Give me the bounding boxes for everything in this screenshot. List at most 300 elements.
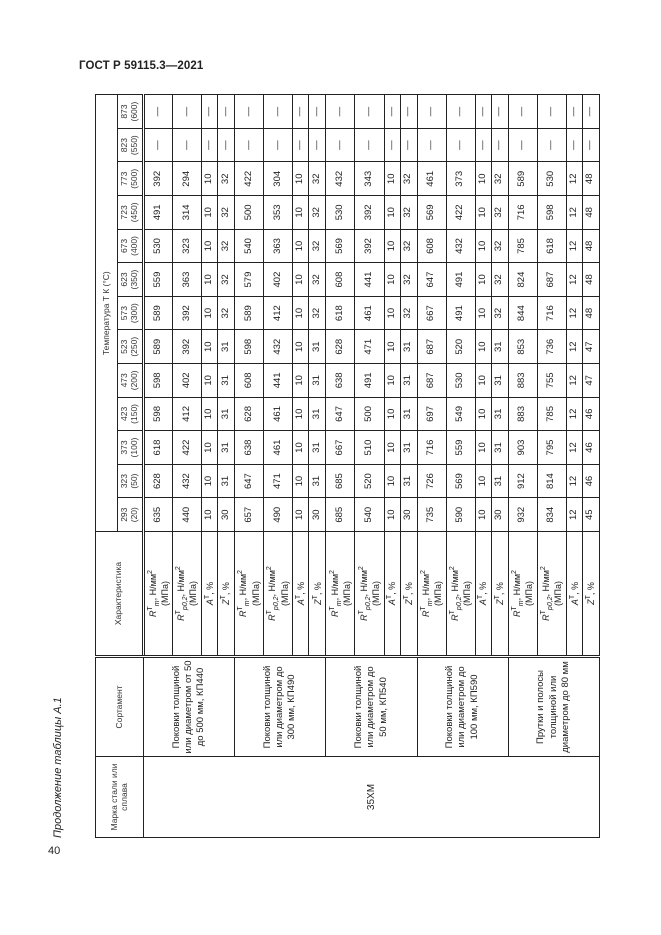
value-cell: 31 [400, 330, 417, 364]
value-cell: 589 [144, 296, 173, 330]
value-cell: 10 [202, 498, 218, 532]
value-cell: — [384, 95, 400, 129]
unit-mpa: (МПа) [188, 581, 199, 606]
value-cell: 10 [293, 263, 309, 297]
value-cell: 48 [582, 162, 599, 196]
value-cell: 10 [293, 330, 309, 364]
value-cell: 10 [293, 364, 309, 398]
value-cell: 32 [400, 229, 417, 263]
unit: , % [387, 581, 398, 595]
header-characteristic: Характеристика [96, 532, 144, 657]
superscript: T [510, 606, 518, 611]
value-cell: 10 [475, 229, 491, 263]
value-cell: 628 [144, 464, 173, 498]
value-cell: 628 [326, 330, 355, 364]
value-cell: 726 [417, 464, 446, 498]
characteristic-rp [173, 532, 202, 657]
characteristic-z [582, 532, 599, 657]
superscript: T [311, 595, 319, 600]
value-cell: 510 [355, 431, 384, 465]
value-cell: 500 [235, 196, 264, 230]
value-cell: — [264, 95, 293, 129]
superscript: T [386, 594, 394, 600]
value-cell: — [326, 128, 355, 162]
header-marka: Марка стали или сплава [96, 757, 144, 838]
value-cell: 32 [218, 196, 235, 230]
characteristic-a [202, 532, 218, 657]
value-cell: 559 [446, 431, 475, 465]
symbol: Z [221, 599, 232, 605]
value-cell: 422 [173, 431, 202, 465]
value-cell: 903 [508, 431, 537, 465]
value-cell: 392 [173, 296, 202, 330]
sortament-cell: Прутки и полосы толщиной или диаметром до 80 мм [508, 657, 599, 757]
characteristic-z [309, 532, 326, 657]
temp-celsius: (500) [129, 168, 139, 189]
value-cell: 32 [309, 296, 326, 330]
symbol: A [204, 599, 215, 606]
value-cell: 530 [326, 196, 355, 230]
value-cell: 32 [400, 296, 417, 330]
unit: , % [586, 582, 597, 596]
sortament-cell: Поковки толщиной или диаметром до 50 мм, КП540 [326, 657, 417, 757]
characteristic-a [475, 532, 491, 657]
value-cell: 10 [293, 162, 309, 196]
value-cell: — [309, 128, 326, 162]
value-cell: 10 [293, 498, 309, 532]
value-cell: 579 [235, 263, 264, 297]
value-cell: 31 [309, 330, 326, 364]
value-cell: — [417, 128, 446, 162]
value-cell: 12 [566, 498, 582, 532]
unit-exponent: 2 [266, 566, 274, 571]
value-cell: 10 [202, 162, 218, 196]
value-cell: 32 [400, 196, 417, 230]
value-cell: 490 [264, 498, 293, 532]
value-cell: — [173, 95, 202, 129]
value-cell: 10 [202, 464, 218, 498]
symbol: R [329, 610, 340, 617]
superscript: T [494, 595, 502, 600]
symbol: A [478, 599, 489, 606]
temp-celsius: (550) [129, 135, 139, 156]
value-cell: 432 [446, 229, 475, 263]
value-cell: — [566, 128, 582, 162]
symbol: A [569, 599, 580, 606]
temp-kelvin: 323 [119, 474, 130, 489]
subscript: p0,2 [364, 596, 372, 611]
value-cell: 530 [446, 364, 475, 398]
value-cell: 10 [384, 364, 400, 398]
value-cell: 10 [384, 397, 400, 431]
value-cell: 500 [355, 397, 384, 431]
unit-exponent: 2 [540, 566, 548, 571]
value-cell: 10 [293, 196, 309, 230]
value-cell: 883 [508, 364, 537, 398]
value-cell: 912 [508, 464, 537, 498]
superscript: T [328, 606, 336, 611]
rotated-table-container [95, 95, 600, 838]
value-cell: 47 [582, 364, 599, 398]
unit-exponent: 2 [328, 570, 336, 574]
unit: , Н/мм [511, 573, 522, 601]
header-temp-773 [118, 162, 144, 196]
value-cell: 10 [293, 397, 309, 431]
value-cell: 530 [537, 162, 566, 196]
value-cell: — [446, 128, 475, 162]
value-cell: 716 [508, 196, 537, 230]
value-cell: 10 [475, 162, 491, 196]
value-cell: 323 [173, 229, 202, 263]
value-cell: 31 [491, 364, 508, 398]
value-cell: 422 [446, 196, 475, 230]
value-cell: 638 [235, 431, 264, 465]
value-cell: — [173, 128, 202, 162]
value-cell: 32 [491, 196, 508, 230]
value-cell: 471 [355, 330, 384, 364]
superscript: T [477, 594, 485, 600]
value-cell: 10 [475, 196, 491, 230]
unit-mpa: (МПа) [159, 581, 170, 606]
value-cell: 461 [417, 162, 446, 196]
value-cell: 31 [218, 364, 235, 398]
value-cell: 635 [144, 498, 173, 532]
value-cell: 10 [475, 364, 491, 398]
unit-exponent: 2 [175, 566, 183, 571]
value-cell: 647 [235, 464, 264, 498]
value-cell: 432 [173, 464, 202, 498]
superscript: T [402, 595, 410, 600]
value-cell: 432 [326, 162, 355, 196]
value-cell: 10 [293, 431, 309, 465]
value-cell: — [508, 95, 537, 129]
header-temperature: Температура T К (°С) [96, 95, 118, 532]
header-temp-873 [118, 95, 144, 129]
subscript: m [426, 600, 434, 607]
value-cell: 32 [309, 162, 326, 196]
value-cell: 31 [400, 364, 417, 398]
value-cell: 10 [384, 196, 400, 230]
value-cell: 491 [355, 364, 384, 398]
value-cell: 10 [475, 397, 491, 431]
value-cell: 353 [264, 196, 293, 230]
value-cell: 31 [218, 397, 235, 431]
superscript: T [568, 594, 576, 600]
unit-exponent: 2 [419, 570, 427, 574]
value-cell: 12 [566, 296, 582, 330]
value-cell: 12 [566, 229, 582, 263]
value-cell: 608 [326, 263, 355, 297]
value-cell: — [537, 95, 566, 129]
value-cell: 31 [491, 431, 508, 465]
header-temp-723 [118, 196, 144, 230]
temp-kelvin: 473 [119, 373, 130, 388]
value-cell: 520 [355, 464, 384, 498]
value-cell: 461 [264, 431, 293, 465]
value-cell: — [491, 95, 508, 129]
temp-kelvin: 873 [119, 104, 130, 119]
value-cell: 12 [566, 196, 582, 230]
value-cell: 10 [202, 431, 218, 465]
value-cell: 10 [293, 296, 309, 330]
subscript: m [517, 600, 525, 607]
marka-cell: 35ХМ [144, 757, 600, 838]
value-cell: 795 [537, 431, 566, 465]
symbol: R [176, 614, 187, 621]
header-temp-673 [118, 229, 144, 263]
symbol: R [358, 614, 369, 621]
value-cell: 48 [582, 263, 599, 297]
unit: , Н/мм [176, 570, 187, 597]
header-temp-623 [118, 263, 144, 297]
value-cell: 883 [508, 397, 537, 431]
symbol: Z [586, 599, 597, 605]
value-cell: 31 [218, 464, 235, 498]
unit-mpa: (МПа) [250, 581, 261, 606]
value-cell: 422 [235, 162, 264, 196]
temp-celsius: (150) [129, 404, 139, 424]
value-cell: 471 [264, 464, 293, 498]
value-cell: — [293, 95, 309, 129]
value-cell: 30 [400, 498, 417, 532]
value-cell: 432 [264, 330, 293, 364]
value-cell: 48 [582, 229, 599, 263]
value-cell: 10 [384, 296, 400, 330]
symbol: R [147, 610, 158, 617]
value-cell: 304 [264, 162, 293, 196]
value-cell: 392 [144, 162, 173, 196]
unit-mpa: (МПа) [462, 581, 472, 606]
unit: , Н/мм [329, 573, 340, 601]
value-cell: 647 [326, 397, 355, 431]
value-cell: 31 [309, 464, 326, 498]
value-cell: 10 [475, 263, 491, 297]
value-cell: 618 [144, 431, 173, 465]
value-cell: 31 [218, 431, 235, 465]
value-cell: 46 [582, 397, 599, 431]
value-cell: 10 [384, 229, 400, 263]
sortament-cell: Поковки толщиной или диаметром от 50 до 500 мм, КП440 [144, 657, 235, 757]
value-cell: 45 [582, 498, 599, 532]
subscript: p0,2 [455, 596, 463, 611]
table-caption: Продолжение таблицы А.1 [52, 697, 64, 838]
properties-table [95, 94, 600, 838]
temp-celsius: (600) [129, 101, 139, 122]
value-cell: 569 [326, 229, 355, 263]
value-cell: 32 [218, 229, 235, 263]
value-cell: 343 [355, 162, 384, 196]
characteristic-z [218, 532, 235, 657]
unit: , Н/мм [267, 570, 278, 597]
value-cell: 440 [173, 498, 202, 532]
unit: , % [495, 582, 506, 596]
value-cell: 441 [355, 263, 384, 297]
value-cell: 363 [173, 263, 202, 297]
value-cell: — [235, 128, 264, 162]
value-cell: — [582, 95, 599, 129]
value-cell: — [202, 128, 218, 162]
temp-celsius: (350) [129, 269, 139, 290]
unit: , Н/мм [449, 570, 460, 597]
value-cell: 716 [537, 296, 566, 330]
temp-celsius: (250) [129, 336, 139, 357]
table-row [144, 95, 173, 838]
value-cell: 540 [235, 229, 264, 263]
value-cell: — [400, 95, 417, 129]
value-cell: 412 [173, 397, 202, 431]
value-cell: 755 [537, 364, 566, 398]
subscript: m [244, 600, 252, 607]
unit: , % [312, 582, 323, 596]
value-cell: 32 [400, 162, 417, 196]
subscript: p0,2 [273, 596, 281, 611]
value-cell: 31 [491, 464, 508, 498]
value-cell: 569 [446, 464, 475, 498]
value-cell: 657 [235, 498, 264, 532]
unit-mpa: (МПа) [432, 581, 443, 606]
value-cell: 48 [582, 296, 599, 330]
value-cell: 32 [218, 263, 235, 297]
subscript: m [153, 600, 161, 607]
unit-exponent: 2 [357, 566, 365, 571]
header-temp-323 [118, 464, 144, 498]
value-cell: — [508, 128, 537, 162]
value-cell: 530 [144, 229, 173, 263]
value-cell: 608 [417, 229, 446, 263]
value-cell: — [384, 128, 400, 162]
symbol: A [387, 599, 398, 606]
value-cell: 294 [173, 162, 202, 196]
symbol: R [541, 614, 552, 621]
value-cell: 814 [537, 464, 566, 498]
superscript: T [419, 606, 427, 611]
value-cell: — [475, 95, 491, 129]
value-cell: 608 [235, 364, 264, 398]
value-cell: 32 [400, 263, 417, 297]
value-cell: 46 [582, 464, 599, 498]
symbol: R [511, 610, 522, 617]
value-cell: — [446, 95, 475, 129]
value-cell: 598 [144, 397, 173, 431]
value-cell: 10 [384, 263, 400, 297]
unit: , % [478, 581, 489, 595]
value-cell: 647 [417, 263, 446, 297]
value-cell: 589 [508, 162, 537, 196]
temp-kelvin: 293 [119, 507, 130, 522]
subscript: p0,2 [546, 596, 554, 611]
value-cell: 12 [566, 397, 582, 431]
value-cell: 736 [537, 330, 566, 364]
symbol: R [238, 610, 249, 617]
value-cell: 402 [173, 364, 202, 398]
value-cell: 12 [566, 263, 582, 297]
value-cell: 461 [264, 397, 293, 431]
unit: , Н/мм [358, 570, 369, 597]
value-cell: 10 [475, 296, 491, 330]
unit-mpa: (МПа) [279, 581, 290, 606]
characteristic-z [400, 532, 417, 657]
table-row [326, 95, 355, 838]
value-cell: 32 [491, 263, 508, 297]
superscript: T [357, 610, 365, 615]
sortament-cell: Поковки толщиной или диаметром до 100 мм, КП590 [417, 657, 508, 757]
header-temp-293 [118, 498, 144, 532]
value-cell: 441 [264, 364, 293, 398]
value-cell: 10 [202, 364, 218, 398]
value-cell: — [144, 95, 173, 129]
value-cell: 687 [417, 364, 446, 398]
unit: , % [204, 581, 215, 595]
unit-exponent: 2 [510, 570, 518, 574]
value-cell: 598 [537, 196, 566, 230]
value-cell: 392 [173, 330, 202, 364]
unit: , Н/мм [541, 570, 552, 597]
value-cell: 10 [293, 229, 309, 263]
value-cell: 31 [309, 431, 326, 465]
characteristic-z [491, 532, 508, 657]
value-cell: — [417, 95, 446, 129]
value-cell: 932 [508, 498, 537, 532]
value-cell: — [355, 95, 384, 129]
value-cell: 31 [491, 330, 508, 364]
value-cell: — [144, 128, 173, 162]
table-row [235, 95, 264, 838]
temp-celsius: (450) [129, 202, 139, 223]
value-cell: 31 [400, 397, 417, 431]
characteristic-rm [144, 532, 173, 657]
temp-kelvin: 573 [119, 306, 130, 321]
value-cell: 598 [144, 364, 173, 398]
value-cell: 12 [566, 162, 582, 196]
value-cell: 628 [235, 397, 264, 431]
symbol: Z [495, 599, 506, 605]
unit: , Н/мм [420, 573, 431, 601]
page-number: 40 [48, 845, 61, 857]
value-cell: 31 [218, 330, 235, 364]
superscript: T [175, 610, 183, 615]
table-row [508, 95, 537, 838]
value-cell: 638 [326, 364, 355, 398]
value-cell: 10 [384, 330, 400, 364]
value-cell: — [309, 95, 326, 129]
value-cell: 402 [264, 263, 293, 297]
header-temp-523 [118, 330, 144, 364]
value-cell: — [326, 95, 355, 129]
header-temp-473 [118, 364, 144, 398]
unit-exponent: 2 [146, 570, 154, 574]
value-cell: — [264, 128, 293, 162]
unit: , % [221, 582, 232, 596]
value-cell: 10 [202, 229, 218, 263]
unit-mpa: (МПа) [553, 581, 564, 606]
temp-kelvin: 373 [119, 440, 130, 455]
value-cell: 618 [326, 296, 355, 330]
value-cell: 47 [582, 330, 599, 364]
value-cell: 667 [417, 296, 446, 330]
value-cell: 48 [582, 196, 599, 230]
unit-exponent: 2 [237, 570, 245, 574]
value-cell: 31 [309, 397, 326, 431]
value-cell: 30 [218, 498, 235, 532]
header-temp-573 [118, 296, 144, 330]
symbol: R [449, 614, 460, 621]
value-cell: 540 [355, 498, 384, 532]
header-sortament: Сортамент [96, 657, 144, 757]
value-cell: 12 [566, 364, 582, 398]
value-cell: 687 [537, 263, 566, 297]
value-cell: 10 [475, 330, 491, 364]
value-cell: 32 [218, 162, 235, 196]
